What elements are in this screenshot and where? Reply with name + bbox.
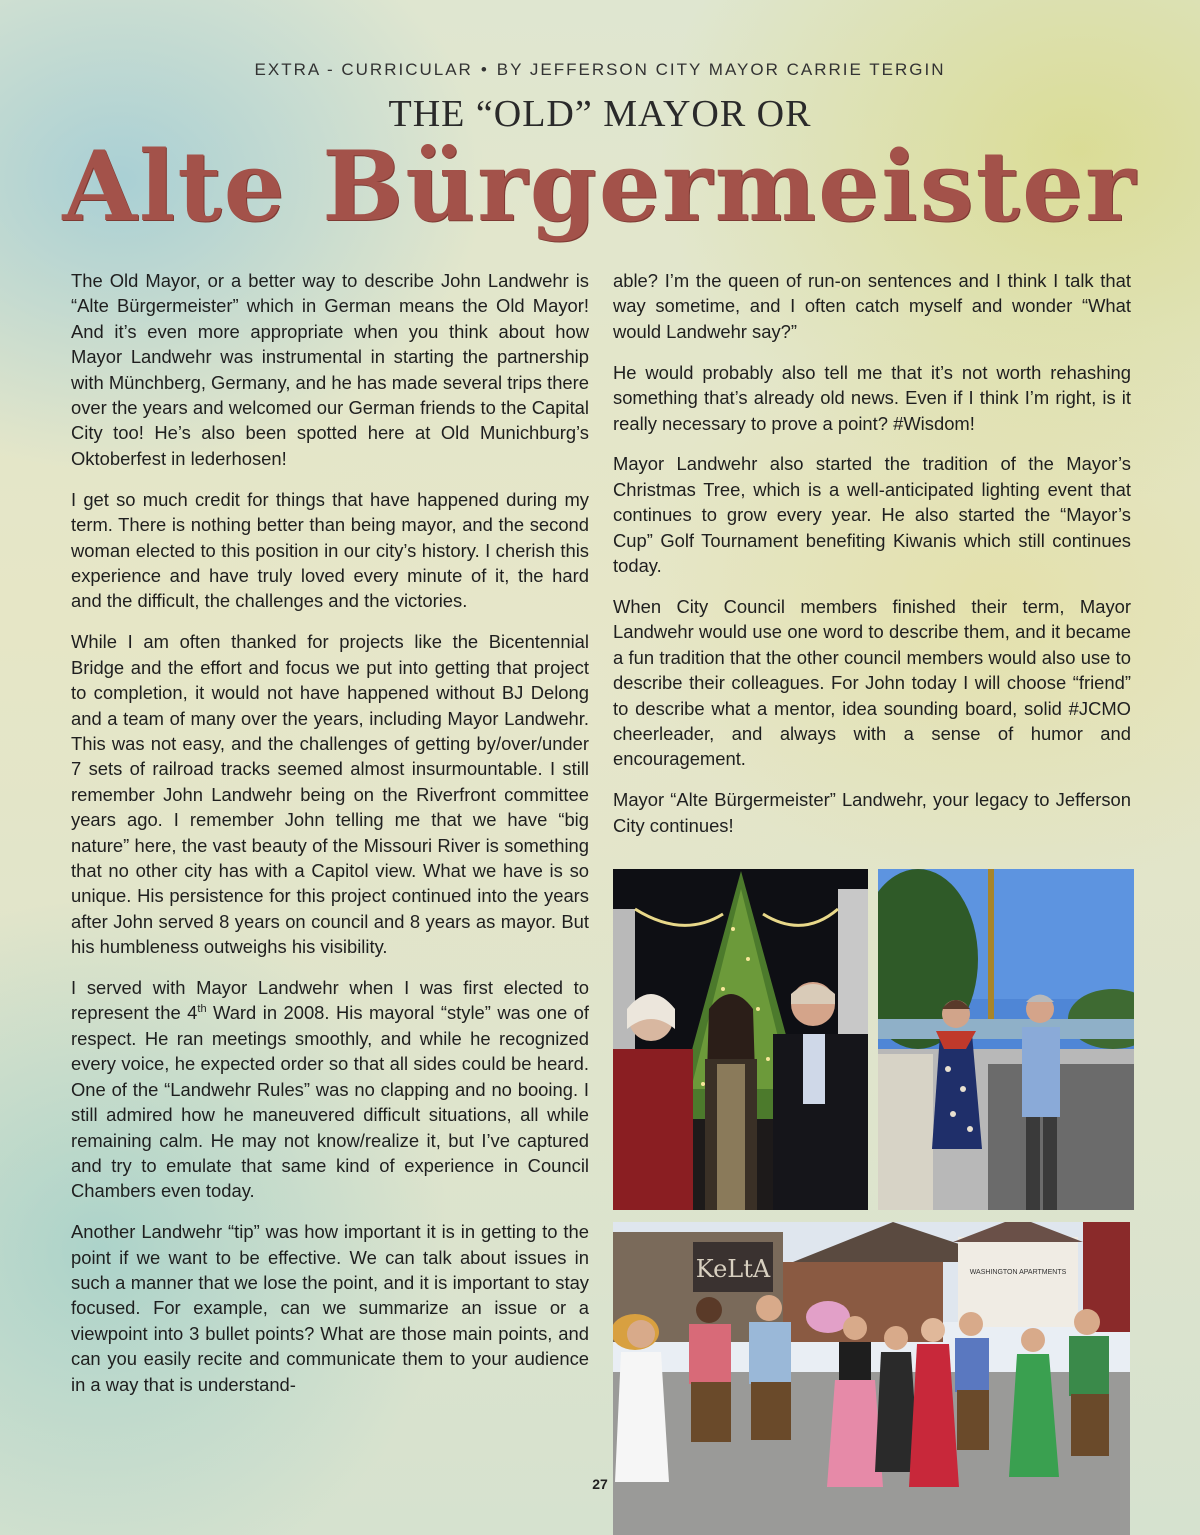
paragraph: When City Council members finished their term, Mayor Landwehr would use one word to describe them, and it became a fun tradition that the other council members would also use to describe their colleagues. For John today I will choose “friend” to describe what a mentor, idea sounding board, solid #JCMO cheerleader, and always with a sense of humor and encouragement. <box>613 595 1131 770</box>
right-column <box>613 268 1131 854</box>
photo-riverfront <box>878 869 1134 1210</box>
section-label: EXTRA - CURRICULAR <box>254 60 473 79</box>
byline: BY JEFFERSON CITY MAYOR CARRIE TERGIN <box>496 60 946 79</box>
section-kicker <box>0 60 1200 80</box>
paragraph: While I am often thanked for projects like the Bicentennial Bridge and the effort and focus we put into getting that project to completion, it would not have happened without BJ Delong and a team of many over the years, including Mayor Landwehr. This was not easy, and the challenges of getting by/over/under 7 sets of railroad tracks seemed almost insurmountable. I still remember John Landwehr being on the Riverfront committee years ago. I remember John telling me that we have “big nature” here, the vast beauty of the Missouri River is something that no other city has with a Capitol view. What we have is so unique. His persistence for this project continued into the years after John served 8 years on council and 8 years as mayor. But his humbleness outweighs his visibility. <box>71 631 589 958</box>
headline-line-2: Alte Bürgermeister <box>62 130 1138 243</box>
superscript: th <box>197 1003 207 1016</box>
page-number: 27 <box>592 1476 608 1492</box>
paragraph: I served with Mayor Landwehr when I was first elected to represent the 4th Ward in 2008. His mayoral “style” was one of respect. He ran meetings smoothly, and while he recognized every voice, he expected order so that all sides could be heard. One of the “Landwehr Rules” was no clapping and no booing. I still admired how he maneuvered difficult situations, all while remaining calm. He may not know/realize it, but I’ve captured and try to emulate that same kind of experience in Council Chambers even today. <box>71 977 589 1202</box>
band-sign-text: KeLtA <box>695 1255 771 1283</box>
paragraph: Mayor “Alte Bürgermeister” Landwehr, your legacy to Jefferson City continues! <box>613 789 1131 836</box>
paragraph: I get so much credit for things that have happened during my term. There is nothing better than being mayor, and the second woman elected to this position in our city’s history. I cherish this experience and have truly loved every minute of it, the hard and the difficult, the challenges and the victories. <box>71 488 589 612</box>
headline-line-1: THE “OLD” MAYOR OR <box>388 93 812 135</box>
paragraph: He would probably also tell me that it’s not worth rehashing something that’s already old news. Even if I think I’m right, is it really necessary to prove a point? #Wisdom! <box>613 361 1131 434</box>
paragraph: The Old Mayor, or a better way to describe John Landwehr is “Alte Bürgermeister” which in German means the Old Mayor! And it’s even more appropriate when you think about how Mayor Landwehr was instrumental in starting the partnership with Münchberg, Germany, and he has made several trips there over the years and welcomed our German friends to the Capital City too! He’s also been spotted here at Old Munichburg’s Oktoberfest in lederhosen! <box>71 270 589 469</box>
paragraph: able? I’m the queen of run-on sentences and I think I talk that way sometime, and I often catch myself and wonder “What would Landwehr say?” <box>613 270 1131 342</box>
separator-dot: • <box>480 60 489 79</box>
building-sign-text: WASHINGTON APARTMENTS <box>969 1269 1067 1276</box>
left-column <box>71 268 589 1413</box>
photo-christmas-tree <box>613 869 868 1210</box>
paragraph: Another Landwehr “tip” was how important it is in getting to the point if we want to be effective. We can talk about issues in such a manner that we lose the point, and it is important to stay focused. For example, can we summarize an issue or a viewpoint into 3 bullet points? What are those main points, and can you easily recite and communicate them to your audience in a way that is understand- <box>71 1221 589 1395</box>
paragraph: Mayor Landwehr also started the tradition of the Mayor’s Christmas Tree, which is a well-anticipated lighting event that continues to grow every year. He also started the “Mayor’s Cup” Golf Tournament benefiting Kiwanis which still continues today. <box>613 453 1131 577</box>
photo-oktoberfest-group <box>613 1222 1130 1535</box>
